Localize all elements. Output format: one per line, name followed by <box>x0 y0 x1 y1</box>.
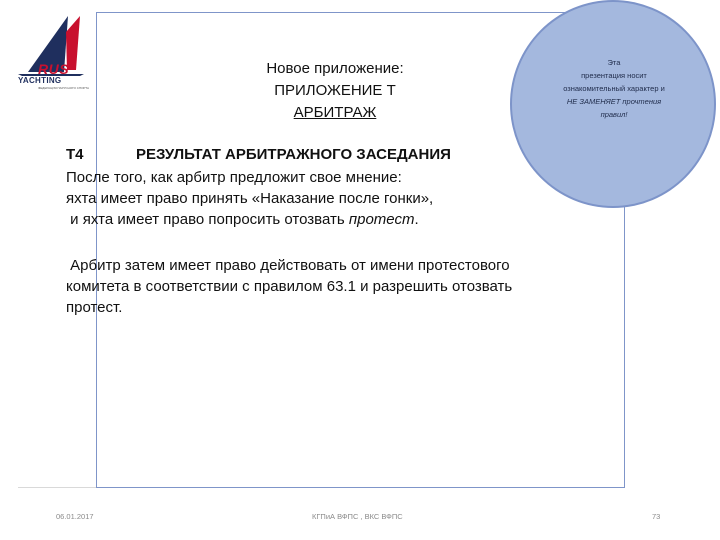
logo-brand-sub: YACHTING <box>18 76 62 85</box>
section-title: РЕЗУЛЬТАТ АРБИТРАЖНОГО ЗАСЕДАНИЯ <box>136 146 451 163</box>
section-number: T4 <box>66 146 84 163</box>
para2-line-2: комитета в соответствии с правилом 63.1 и разрешить отозвать <box>66 278 513 295</box>
disclaimer-line-2: презентация носит <box>581 71 647 80</box>
paragraph-2 <box>66 255 566 318</box>
slide-title <box>230 58 440 124</box>
title-line-1: Новое приложение: <box>266 60 404 77</box>
logo-brand-word: RUS <box>38 61 70 77</box>
title-line-3: АРБИТРАЖ <box>293 104 377 121</box>
paragraph-1 <box>66 167 536 230</box>
disclaimer-text <box>536 56 692 121</box>
logo-tagline: ФЕДЕРАЦИЯ ПАРУСНОГО СПОРТА <box>38 86 90 90</box>
disclaimer-line-4: НЕ ЗАМЕНЯЕТ прочтения <box>566 97 662 106</box>
title-line-2: ПРИЛОЖЕНИЕ Т <box>274 82 396 99</box>
para1-line-3-end: . <box>414 211 419 228</box>
section-heading <box>66 146 451 163</box>
footer-divider <box>18 487 96 488</box>
frame-bottom-line <box>96 487 625 488</box>
disclaimer-line-1: Эта <box>607 58 621 67</box>
para1-line-3-italic: протест <box>348 211 415 228</box>
frame-left-line <box>96 12 97 488</box>
para1-line-2: яхта имеет право принять «Наказание после гонки», <box>66 190 434 207</box>
para2-line-1: Арбитр затем имеет право действовать от имени протестового <box>66 257 510 274</box>
disclaimer-line-3: ознакомительный характер и <box>563 84 665 93</box>
disclaimer-line-5: правил! <box>600 110 628 119</box>
para2-line-3: протест. <box>66 299 123 316</box>
frame-top-line <box>96 12 624 13</box>
footer-date: 06.01.2017 <box>56 512 94 521</box>
para1-line-3-text: и яхта имеет право попросить отозвать <box>66 211 349 228</box>
footer-organization: КГПиА ВФПС , ВКС ВФПС <box>312 512 403 521</box>
footer-page-number: 73 <box>652 512 661 521</box>
para1-line-3 <box>66 209 536 230</box>
para1-line-1: После того, как арбитр предложит свое мнение: <box>66 169 402 186</box>
